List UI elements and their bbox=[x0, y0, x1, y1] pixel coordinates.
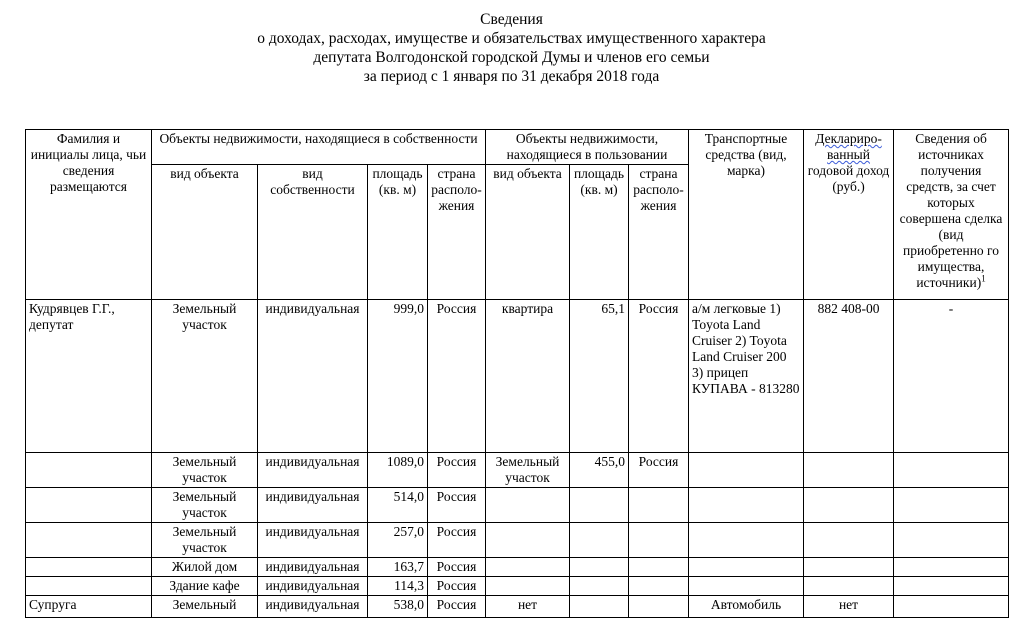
cell-owned-type: Земельный участок bbox=[152, 523, 258, 558]
cell-income: 882 408-00 bbox=[804, 300, 894, 453]
cell-owned-ownership: индивидуальная bbox=[258, 300, 368, 453]
cell-owned-country: Россия bbox=[428, 300, 486, 453]
cell-income bbox=[804, 488, 894, 523]
col-header-owned-ownership: вид собственности bbox=[258, 165, 368, 300]
cell-name: Супруга bbox=[26, 596, 152, 618]
cell-sources bbox=[894, 558, 1009, 577]
cell-owned-ownership: индивидуальная bbox=[258, 453, 368, 488]
cell-used-country: Россия bbox=[629, 453, 689, 488]
cell-owned-country: Россия bbox=[428, 523, 486, 558]
cell-owned-type: Земельный bbox=[152, 596, 258, 618]
col-header-owned-area: площадь (кв. м) bbox=[368, 165, 428, 300]
cell-used-country bbox=[629, 523, 689, 558]
col-header-sources bbox=[894, 130, 1009, 300]
cell-owned-area: 1089,0 bbox=[368, 453, 428, 488]
header-period: за период с 1 января по 31 декабря 2018 года bbox=[363, 68, 660, 85]
cell-income: нет bbox=[804, 596, 894, 618]
cell-owned-country: Россия bbox=[428, 577, 486, 596]
cell-owned-ownership: индивидуальная bbox=[258, 523, 368, 558]
cell-vehicles bbox=[689, 488, 804, 523]
cell-owned-area: 538,0 bbox=[368, 596, 428, 618]
table-row bbox=[26, 300, 1009, 453]
cell-owned-type: Жилой дом bbox=[152, 558, 258, 577]
col-header-sources-text: Сведения об источниках получения средств, за счет которых совершена сделка (вид приобретенно го имущества, источники) bbox=[899, 131, 1003, 290]
cell-income bbox=[804, 453, 894, 488]
header-row-1 bbox=[26, 130, 1009, 165]
cell-owned-area: 514,0 bbox=[368, 488, 428, 523]
col-header-used-country: страна располо-жения bbox=[629, 165, 689, 300]
cell-used-country bbox=[629, 596, 689, 618]
cell-vehicles bbox=[689, 523, 804, 558]
col-header-income-c: годовой доход (руб.) bbox=[807, 163, 890, 194]
cell-owned-type: Здание кафе bbox=[152, 577, 258, 596]
cell-sources bbox=[894, 596, 1009, 618]
cell-used-type: квартира bbox=[486, 300, 570, 453]
cell-name bbox=[26, 453, 152, 488]
col-header-used-area: площадь (кв. м) bbox=[570, 165, 629, 300]
cell-sources: - bbox=[894, 300, 1009, 453]
cell-owned-ownership: индивидуальная bbox=[258, 488, 368, 523]
cell-owned-country: Россия bbox=[428, 558, 486, 577]
cell-used-type bbox=[486, 558, 570, 577]
cell-used-country: Россия bbox=[629, 300, 689, 453]
cell-used-country bbox=[629, 558, 689, 577]
cell-name bbox=[26, 558, 152, 577]
cell-sources bbox=[894, 453, 1009, 488]
cell-owned-area: 114,3 bbox=[368, 577, 428, 596]
cell-sources bbox=[894, 523, 1009, 558]
col-header-vehicles: Транспортные средства (вид, марка) bbox=[689, 130, 804, 300]
declaration-table bbox=[25, 129, 1009, 618]
cell-owned-country: Россия bbox=[428, 488, 486, 523]
cell-used-country bbox=[629, 488, 689, 523]
table-row bbox=[26, 488, 1009, 523]
cell-name bbox=[26, 523, 152, 558]
footnote-marker: 1 bbox=[981, 273, 986, 284]
col-header-income-a: Деклариро- bbox=[815, 131, 882, 146]
col-header-used-group: Объекты недвижимости, находящиеся в пользовании bbox=[486, 130, 689, 165]
cell-owned-ownership: индивидуальная bbox=[258, 558, 368, 577]
cell-used-area bbox=[570, 558, 629, 577]
cell-used-area: 455,0 bbox=[570, 453, 629, 488]
cell-used-area: 65,1 bbox=[570, 300, 629, 453]
cell-used-type bbox=[486, 577, 570, 596]
cell-income bbox=[804, 577, 894, 596]
header-subtitle-2: депутата Волгодонской городской Думы и членов его семьи bbox=[313, 49, 710, 66]
cell-sources bbox=[894, 577, 1009, 596]
cell-used-area bbox=[570, 488, 629, 523]
cell-owned-area: 257,0 bbox=[368, 523, 428, 558]
cell-owned-country: Россия bbox=[428, 596, 486, 618]
cell-used-country bbox=[629, 577, 689, 596]
document-header bbox=[0, 10, 1023, 86]
cell-owned-ownership: индивидуальная bbox=[258, 577, 368, 596]
table-row bbox=[26, 596, 1009, 618]
cell-used-area bbox=[570, 596, 629, 618]
cell-used-type: Земельный участок bbox=[486, 453, 570, 488]
header-title: Сведения bbox=[480, 11, 543, 28]
cell-name bbox=[26, 577, 152, 596]
col-header-owned-type: вид объекта bbox=[152, 165, 258, 300]
cell-vehicles bbox=[689, 453, 804, 488]
cell-income bbox=[804, 523, 894, 558]
col-header-used-type: вид объекта bbox=[486, 165, 570, 300]
header-subtitle-1: о доходах, расходах, имуществе и обязательствах имущественного характера bbox=[257, 30, 766, 47]
col-header-income-b: ванный bbox=[827, 147, 870, 162]
col-header-owned-country: страна располо-жения bbox=[428, 165, 486, 300]
cell-name bbox=[26, 488, 152, 523]
cell-owned-type: Земельный участок bbox=[152, 453, 258, 488]
cell-vehicles: а/м легковые 1) Toyota Land Cruiser 2) Toyota Land Cruiser 200 3) прицеп КУПАВА - 813280 bbox=[689, 300, 804, 453]
table-row bbox=[26, 577, 1009, 596]
table-row bbox=[26, 453, 1009, 488]
cell-used-type bbox=[486, 488, 570, 523]
cell-vehicles: Автомобиль bbox=[689, 596, 804, 618]
table-row bbox=[26, 558, 1009, 577]
cell-name: Кудрявцев Г.Г., депутат bbox=[26, 300, 152, 453]
cell-owned-ownership: индивидуальная bbox=[258, 596, 368, 618]
table-row bbox=[26, 523, 1009, 558]
cell-used-type: нет bbox=[486, 596, 570, 618]
cell-vehicles bbox=[689, 558, 804, 577]
cell-owned-type: Земельный участок bbox=[152, 488, 258, 523]
cell-vehicles bbox=[689, 577, 804, 596]
cell-owned-area: 999,0 bbox=[368, 300, 428, 453]
col-header-income bbox=[804, 130, 894, 300]
cell-used-area bbox=[570, 577, 629, 596]
cell-used-area bbox=[570, 523, 629, 558]
cell-income bbox=[804, 558, 894, 577]
col-header-name: Фамилия и инициалы лица, чьи сведения размещаются bbox=[26, 130, 152, 300]
cell-owned-country: Россия bbox=[428, 453, 486, 488]
cell-sources bbox=[894, 488, 1009, 523]
col-header-owned-group: Объекты недвижимости, находящиеся в собственности bbox=[152, 130, 486, 165]
cell-used-type bbox=[486, 523, 570, 558]
cell-owned-area: 163,7 bbox=[368, 558, 428, 577]
cell-owned-type: Земельный участок bbox=[152, 300, 258, 453]
